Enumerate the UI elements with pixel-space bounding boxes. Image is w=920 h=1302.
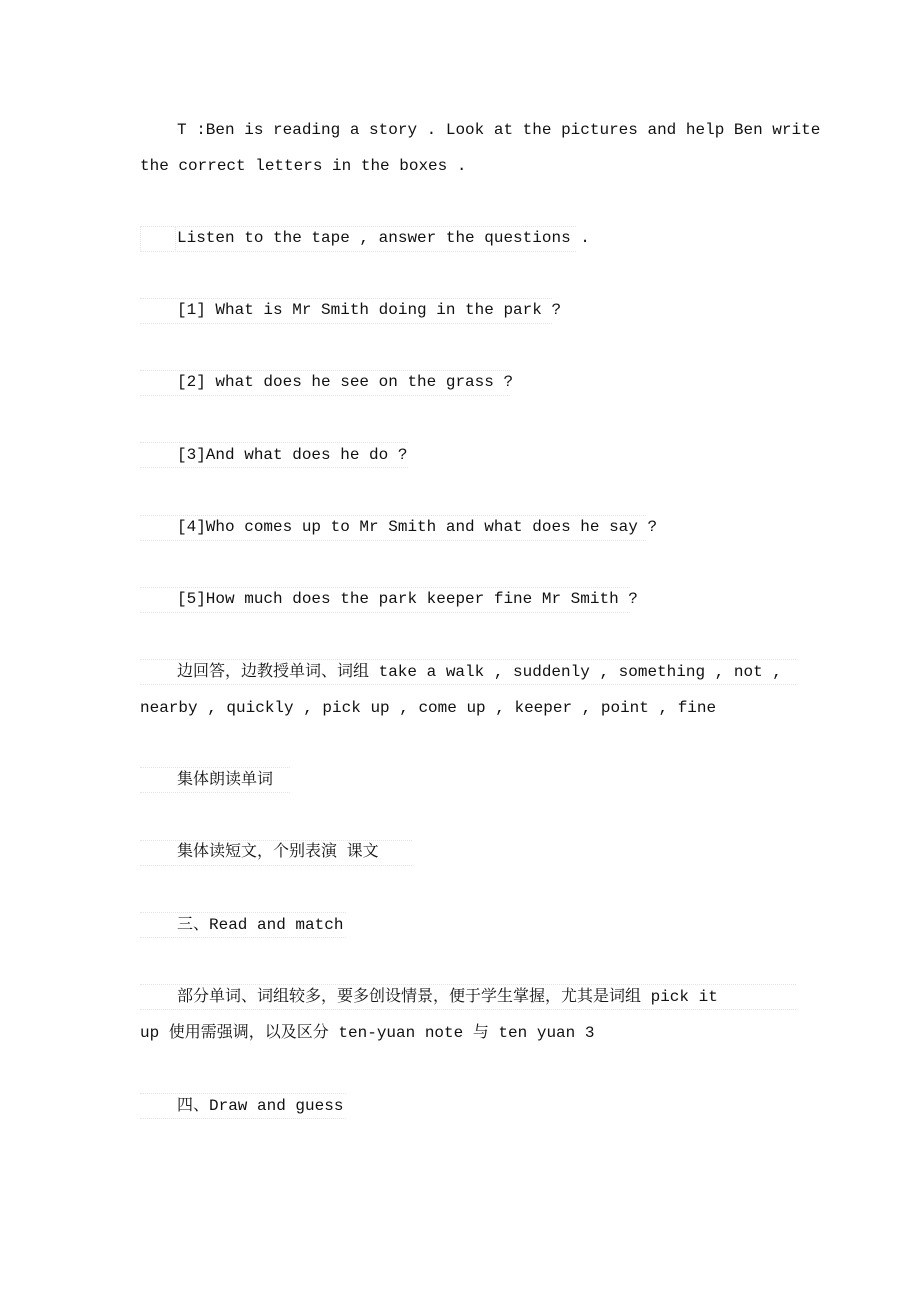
text-line: 集体读短文，个别表演 课文 (177, 843, 379, 861)
text-line: nearby , quickly , pick up , come up , keeper , point , fine (140, 699, 717, 717)
question-5 (140, 581, 800, 617)
section-heading-read-and-match (140, 907, 800, 943)
text-line: Listen to the tape , answer the questions . (177, 229, 590, 247)
text-line: 集体朗读单词 (177, 771, 274, 789)
question-3 (140, 437, 800, 473)
paragraph-read-words (140, 762, 800, 798)
text-line: 四、Draw and guess (177, 1097, 344, 1115)
text-line: [1] What is Mr Smith doing in the park ? (177, 301, 562, 319)
paragraph-read-text (140, 834, 800, 870)
text-line: T :Ben is reading a story . Look at the pictures and help Ben write (177, 121, 821, 139)
paragraph-listen (140, 220, 800, 256)
text-line: the correct letters in the boxes . (140, 157, 467, 175)
text-line: [3]And what does he do ? (177, 446, 408, 464)
text-line: 边回答，边教授单词、词组 take a walk , suddenly , something , not , (177, 663, 782, 681)
text-line: up 使用需强调，以及区分 ten-yuan note 与 ten yuan 3 (140, 1024, 595, 1042)
text-line: [5]How much does the park keeper fine Mr Smith ? (177, 590, 638, 608)
text-line: [4]Who comes up to Mr Smith and what does he say ? (177, 518, 658, 536)
text-line: 三、Read and match (177, 916, 344, 934)
paragraph-vocabulary (140, 654, 800, 726)
paragraph-teaching-note (140, 979, 800, 1051)
question-2 (140, 364, 800, 400)
section-heading-draw-and-guess (140, 1088, 800, 1124)
text-line: [2] what does he see on the grass ? (177, 373, 514, 391)
paragraph-instruction (140, 112, 821, 184)
question-1 (140, 292, 800, 328)
text-line: 部分单词、词组较多，要多创设情景，便于学生掌握，尤其是词组 pick it (177, 988, 718, 1006)
question-4 (140, 509, 800, 545)
